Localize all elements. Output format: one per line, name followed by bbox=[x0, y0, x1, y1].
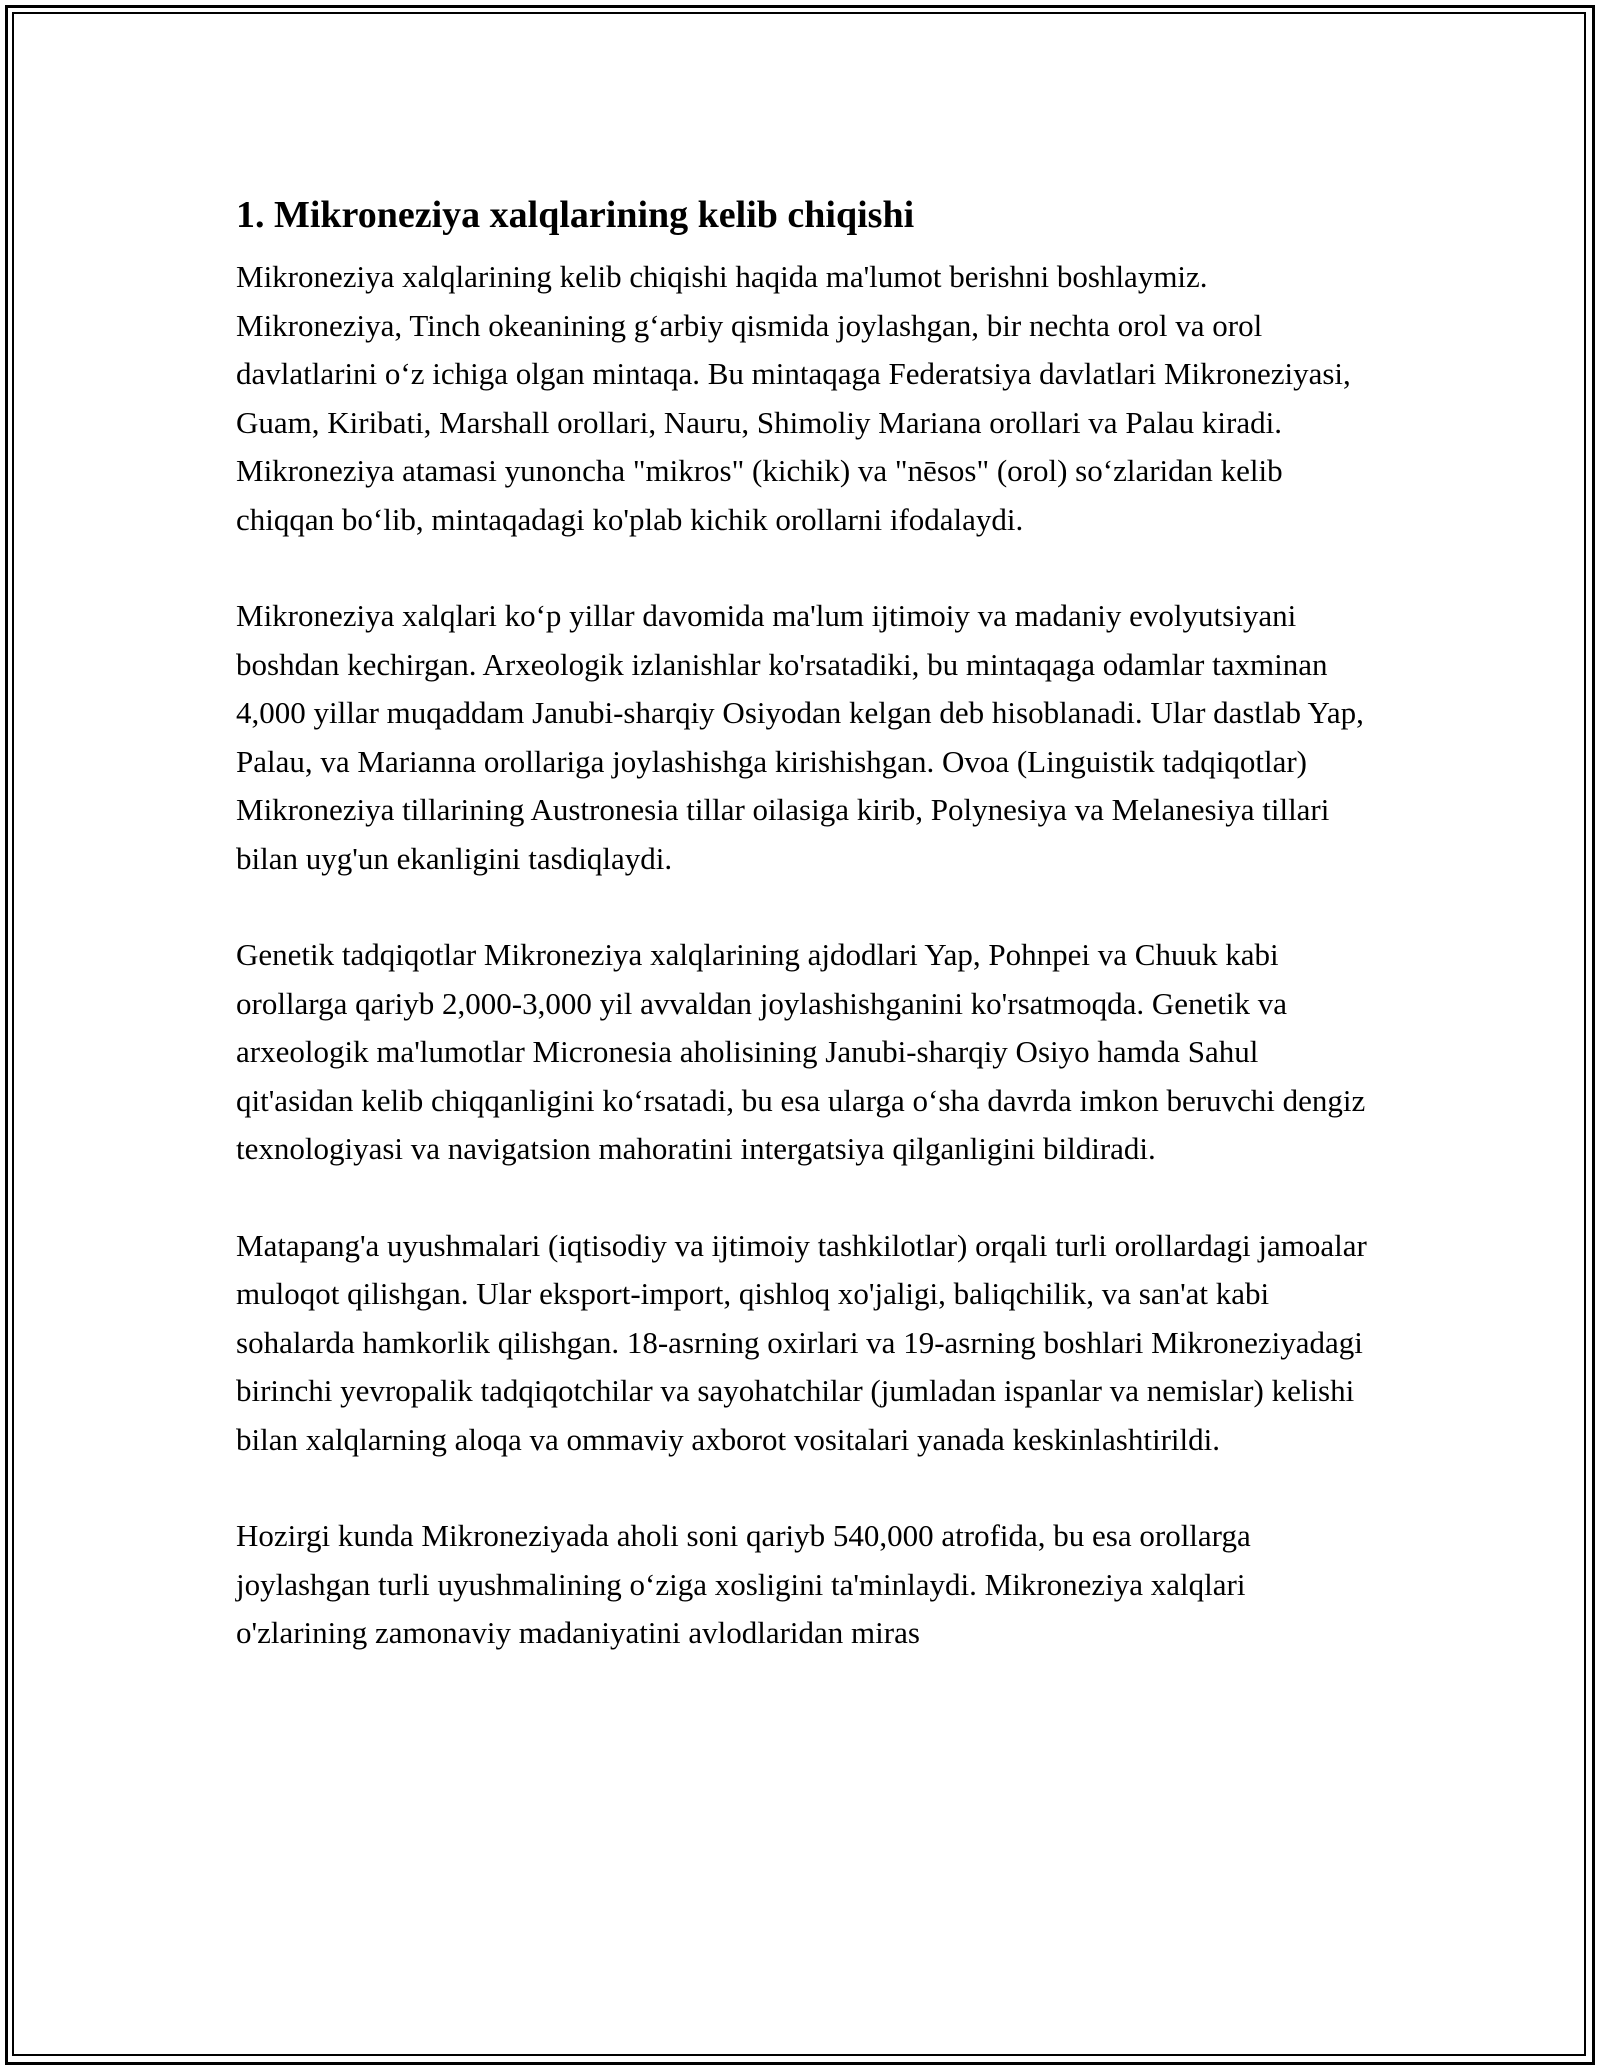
document-body bbox=[236, 185, 1376, 1706]
paragraph-2: Mikroneziya xalqlari ko‘p yillar davomida ma'lum ijtimoiy va madaniy evolyutsiyani boshdan kechirgan. Arxeologik izlanishlar ko'rsatadiki, bu mintaqaga odamlar taxminan 4,000 yillar muqaddam Janubi-sharqiy Osiyodan kelgan deb hisoblanadi. Ular dastlab Yap, Palau, va Marianna orollariga joylashishga kirishishgan. Ovoa (Linguistik tadqiqotlar) Mikroneziya tillarining Austronesia tillar oilasiga kirib, Polynesiya va Melanesiya tillari bilan uyg'un ekanligini tasdiqlaydi. bbox=[236, 598, 1364, 876]
paragraph-3: Genetik tadqiqotlar Mikroneziya xalqlarining ajdodlari Yap, Pohnpei va Chuuk kabi orollarga qariyb 2,000-3,000 yil avvaldan joylashishganini ko'rsatmoqda. Genetik va arxeologik ma'lumotlar Micronesia aholisining Janubi-sharqiy Osiyo hamda Sahul qit'asidan kelib chiqqanligini ko‘rsatadi, bu esa ularga o‘sha davrda imkon beruvchi dengiz texnologiyasi va navigatsion mahoratini intergatsiya qilganligini bildiradi. bbox=[236, 937, 1366, 1166]
section-heading: 1. Mikroneziya xalqlarining kelib chiqishi bbox=[236, 194, 915, 236]
paragraph-4: Matapang'a uyushmalari (iqtisodiy va ijtimoiy tashkilotlar) orqali turli orollardagi jamoalar muloqot qilishgan. Ular eksport-import, qishloq xo'jaligi, baliqchilik, va san'at kabi sohalarda hamkorlik qilishgan. 18-asrning oxirlari va 19-asrning boshlari Mikroneziyadagi birinchi yevropalik tadqiqotchilar va sayohatchilar (jumladan ispanlar va nemislar) kelishi bilan xalqlarning aloqa va ommaviy axborot vositalari yanada keskinlashtirildi. bbox=[236, 1227, 1367, 1457]
paragraph-5: Hozirgi kunda Mikroneziyada aholi soni qariyb 540,000 atrofida, bu esa orollarga joylashgan turli uyushmalining o‘ziga xosligini ta'minlaydi. Mikroneziya xalqlari o'zlarining zamonaviy madaniyatini avlodlaridan miras bbox=[236, 1518, 1251, 1650]
paragraph-1: Mikroneziya xalqlarining kelib chiqishi haqida ma'lumot berishni boshlaymiz. Mikroneziya, Tinch okeanining g‘arbiy qismida joylashgan, bir nechta orol va orol davlatlarini o‘z ichiga olgan mintaqa. Bu mintaqaga Federatsiya davlatlari Mikroneziyasi, Guam, Kiribati, Marshall orollari, Nauru, Shimoliy Mariana orollari va Palau kiradi. Mikroneziya atamasi yunoncha "mikros" (kichik) va "nēsos" (orol) so‘zlaridan kelib chiqqan bo‘lib, mintaqadagi ko'plab kichik orollarni ifodalaydi. bbox=[236, 259, 1351, 537]
